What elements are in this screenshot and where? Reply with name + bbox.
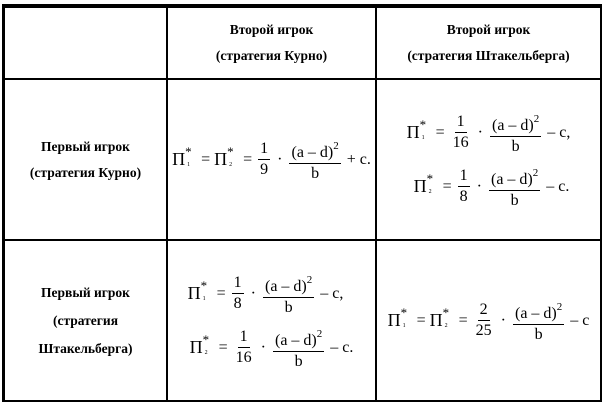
row-header-player1-cournot [5,80,166,239]
formula-profit-player1: П * 1 = $\frac{1}{16}$ · $\frac{(a - d)^2}{b}$ – c, [407,110,571,156]
header-player2-cournot [168,8,375,78]
row-header-player1-stackelberg [5,241,166,400]
row-strategy-cont: Штакельберга) [38,340,133,356]
row-strategy: (стратегия Курно) [29,164,142,180]
formula-profit-player1: П * 1 = $\frac{1}{8}$ · $\frac{(a - d)^2}{b}$ – c, [188,271,344,317]
cell-stackelberg-cournot [168,241,375,400]
row-title: Первый игрок [41,284,130,300]
header-strategy: (стратегия Курно) [215,48,328,63]
formula-equal-profits: П * 1 = П * 2 = $\frac{1}{9}$ · $\frac{(a - d)^2}{b}$ + c. [172,137,371,183]
formula-profit-player2: П * 2 = $\frac{1}{16}$ · $\frac{(a - d)^2}{b}$ – c. [190,325,354,371]
formula-equal-profits: П * 1 = П * 2 = $\frac{2}{25}$ · $\frac{(a - d)^2}{b}$ – c [388,298,590,344]
row-title: Первый игрок [41,138,130,154]
payoff-table [2,4,602,402]
header-title: Второй игрок [229,22,314,37]
header-strategy: (стратегия Штакельберга) [407,48,570,63]
cell-stackelberg-stackelberg [377,241,600,400]
formula-profit-player2: П * 2 = $\frac{1}{8}$ · $\frac{(a - d)^2}{b}$ – c. [414,164,570,210]
table-border-right [600,8,602,402]
cell-cournot-cournot [168,80,375,239]
header-title: Второй игрок [446,22,531,37]
header-player2-stackelberg [377,8,600,78]
row-strategy: (стратегия [52,312,119,328]
table-border-bottom [5,400,602,402]
cell-cournot-stackelberg [377,80,600,239]
